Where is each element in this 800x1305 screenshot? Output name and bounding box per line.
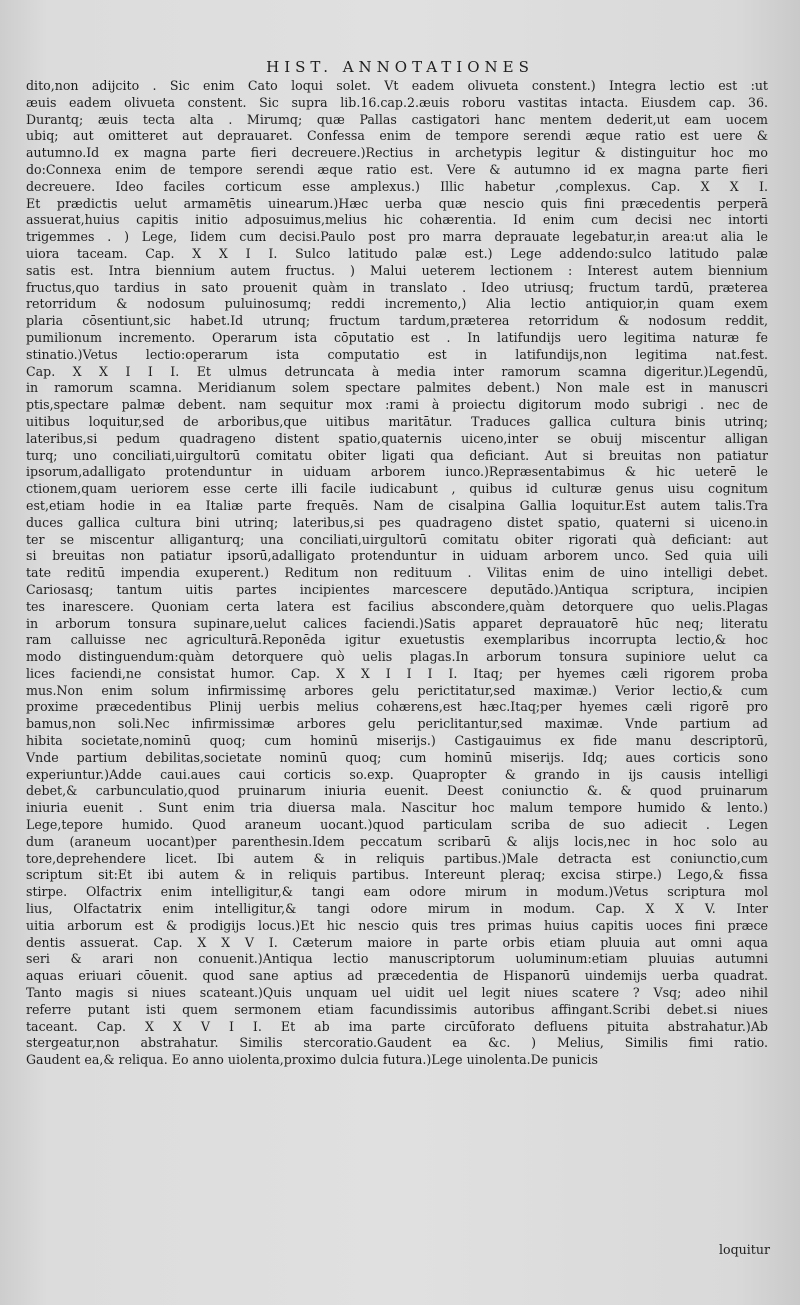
text-line: stirpe. Olfactrix enim intelligitur,& tangi eam odore mirum in modum.)Vetus scriptura mol (26, 884, 768, 900)
text-line: in ramorum scamna. Meridianum solem spectare palmites debent.) Non male est in manuscri (26, 380, 768, 396)
text-line: satis est. Intra biennium autem fructus. ) Malui ueterem lectionem : Interest autem biennium (26, 262, 768, 278)
body-text (26, 78, 768, 1069)
text-line: modo distinguendum:quàm detorquere quò uelis plagas.In arborum tonsura supiniore uelut ca (26, 649, 768, 665)
text-line: turq; uno conciliati,uirgultorū comitatu obiter ligati qua deficiant. Aut si breuitas non patiatur (26, 447, 768, 463)
running-head: HIST. ANNOTATIONES (266, 58, 534, 76)
text-line: Durantq; æuis tecta alta . Mirumq; quæ Pallas castigatori hanc mentem dederit,ut eam uocem (26, 111, 768, 127)
text-line: do:Connexa enim de tempore serendi æque ratio est. Vere & autumno id ex magna parte fieri (26, 161, 768, 177)
text-line: proxime præcedentibus Plinij uerbis melius cohærens,est hæc.Itaq;per hyemes cæli rigorē pro (26, 699, 768, 715)
catchword: loquitur (718, 1242, 770, 1257)
text-line: uiora taceam. Cap. X X I I. Sulco latitudo palæ est.) Lege addendo:sulco latitudo palæ (26, 245, 768, 261)
text-line: tes inarescere. Quoniam certa latera est facilius abscondere,quàm detorquere quo uelis.Plagas (26, 598, 768, 614)
text-line: bamus,non soli.Nec infirmissimæ arbores gelu periclitantur,sed maximæ. Vnde partium ad (26, 716, 768, 732)
text-line: Gaudent ea,& reliqua. Eo anno uiolenta,proximo dulcia futura.)Lege uinolenta.De punicis (26, 1052, 598, 1068)
text-line: autumno.Id ex magna parte fieri decreuere.)Rectius in archetypis legitur & distinguitur hoc mo (26, 145, 768, 161)
text-line: duces gallica cultura bini utrinq; lateribus,si pes quadrageno distet spatio, quaterni si uiceno.in (26, 514, 768, 530)
text-line: stinatio.)Vetus lectio:operarum ista computatio est in latifundijs,non legitima nat.fest. (26, 346, 768, 362)
text-line: ter se miscentur alliganturq; una conciliati,uirgultorū comitatu obiter rigorati quà deficiant: aut (26, 531, 768, 547)
text-line: lius, Olfactatrix enim intelligitur,& tangi odore mirum in modum. Cap. X X V. Inter (26, 901, 768, 917)
text-line: ctionem,quam ueriorem esse certe illi facile iudicabunt , quibus id culturæ genus uisu cognitum (26, 481, 768, 497)
text-line: uitibus loquitur,sed de arboribus,que uitibus maritātur. Traduces gallica cultura binis utrinq; (26, 413, 768, 429)
text-line: Et prædictis uelut armamētis uinearum.)Hæc uerba quæ nescio quis fini præcedentis perperā (26, 195, 768, 211)
text-line: ubiq; aut omitteret aut deprauaret. Confessa enim de tempore serendi æque ratio est uere & (26, 128, 768, 144)
text-line: Tanto magis si niues scateant.)Quis unquam uel uidit uel legit niues scatere ? Vsq; adeo nihil (26, 985, 768, 1001)
text-line: tate reditū impendia exuperent.) Reditum non redituum . Vilitas enim de uino intelligi debet. (26, 565, 768, 581)
text-line: aquas eriuari cōuenit. quod sane aptius ad præcedentia de Hispanorū uindemijs uerba quadrat. (26, 968, 768, 984)
text-line: ptis,spectare palmæ debent. nam sequitur mox :rami à proiectu digitorum modo subrigi . nec de (26, 397, 768, 413)
text-line: Vnde partium debilitas,societate nominū quoq; cum hominū miserijs. Idq; aues corticis sono (26, 749, 768, 765)
text-line: stergeatur,non abstrahatur. Similis stercoratio.Gaudent ea &c. ) Melius, Similis fimi ratio. (26, 1035, 768, 1051)
text-line: uitia arborum est & prodigijs locus.)Et hic nescio quis tres primas huius capitis uoces fini præce (26, 917, 768, 933)
text-line: est,etiam hodie in ea Italiæ parte frequēs. Nam de cisalpina Gallia loquitur.Est autem talis.Tra (26, 497, 768, 513)
text-line: mus.Non enim solum infirmissimę arbores gelu perictitatur,sed maximæ.) Verior lectio,& cum (26, 682, 768, 698)
text-line: ram calluisse nec agriculturā.Reponēda igitur exuetustis exemplaribus incorrupta lectio,& hoc (26, 632, 768, 648)
text-line: pumilionum incremento. Operarum ista cōputatio est . In latifundijs uero legitima naturæ fe (26, 329, 768, 345)
text-line: Cariosasq; tantum uitis partes incipientes marcescere deputādo.)Antiqua scriptura, incipien (26, 581, 768, 597)
text-line: ipsorum,adalligato protenduntur in uiduam arborem iunco.)Repræsentabimus & hic ueterē le (26, 464, 768, 480)
text-line: seri & arari non conuenit.)Antiqua lectio manuscriptorum uoluminum:etiam pluuias autumni (26, 951, 768, 967)
text-line: dentis assuerat. Cap. X X V I. Cæterum maiore in parte orbis etiam pluuia aut omni aqua (26, 934, 768, 950)
text-line: taceant. Cap. X X V I I. Et ab ima parte circūforato defluens pituita abstrahatur.)Ab (26, 1018, 768, 1034)
text-line: retorridum & nodosum puluinosumq; reddi incremento,) Alia lectio antiquior,in quam exem (26, 296, 768, 312)
text-line: dito,non adijcito . Sic enim Cato loqui solet. Vt eadem olivueta constent.) Integra lectio est :ut (26, 78, 768, 93)
text-line: fructus,quo tardius in sato prouenit quàm in translato . Ideo utriusq; fructum tardū, præterea (26, 279, 768, 295)
text-line: plaria cōsentiunt,sic habet.Id utrunq; fructum tardum,præterea retorridum & nodosum reddit, (26, 313, 768, 329)
text-line: assuerat,huius capitis initio adposuimus,melius hic cohærentia. Id enim cum decisi nec intorti (26, 212, 768, 228)
text-line: experiuntur.)Adde caui.aues caui corticis so.exp. Quapropter & grando in ijs causis intelligi (26, 766, 768, 782)
text-line: hibita societate,nominū quoq; cum hominū miserijs.) Castigauimus ex fide manu descriptorū, (26, 733, 768, 749)
text-line: lateribus,si pedum quadrageno distent spatio,quaternis uiceno,inter se obuij miscentur alligan (26, 430, 768, 446)
text-line: æuis eadem olivueta constent. Sic supra lib.16.cap.2.æuis roboru vastitas intacta. Eiusdem cap. 36. (26, 94, 768, 110)
text-line: lices faciendi,ne consistat humor. Cap. X X I I I I. Itaq; per hyemes cæli rigorem proba (26, 665, 768, 681)
text-line: referre putant isti quem sermonem etiam facundissimis autoribus affingant.Scribi debet.si niues (26, 1001, 768, 1017)
text-line: Cap. X X I I I. Et ulmus detruncata à media inter ramorum scamna digeritur.)Legendū, (26, 363, 768, 379)
text-line: decreuere. Ideo faciles corticum esse amplexus.) Illic habetur ,complexus. Cap. X X I. (26, 178, 768, 194)
text-line: si breuitas non patiatur ipsorū,adalligato protenduntur in uiduam arborem unco. Sed quia uili (26, 548, 768, 564)
text-line: debet,& carbunculatio,quod pruinarum iniuria euenit. Deest coniunctio &. & quod pruinarum (26, 783, 768, 799)
text-line: trigemmes . ) Lege, Iidem cum decisi.Paulo post pro marra deprauate legebatur,in area:ut alia le (26, 229, 768, 245)
text-line: scriptum sit:Et ibi autem & in reliquis partibus. Intereunt pleraq; excisa stirpe.) Lego,& fissa (26, 867, 768, 883)
text-line: in arborum tonsura supinare,uelut calices faciendi.)Satis apparet deprauatorē hūc neq; literatu (26, 615, 768, 631)
text-line: tore,deprehendere licet. Ibi autem & in reliquis partibus.)Male detracta est coniunctio,cum (26, 850, 768, 866)
text-line: Lege,tepore humido. Quod araneum uocant.)quod particulam scriba de suo adiecit . Legen (26, 817, 768, 833)
text-line: iniuria euenit . Sunt enim tria diuersa mala. Nascitur hoc malum tempore humido & lento.) (26, 800, 768, 816)
text-line: dum (araneum uocant)per parenthesin.Idem peccatum scribarū & alijs locis,nec in hoc solo au (26, 833, 768, 849)
